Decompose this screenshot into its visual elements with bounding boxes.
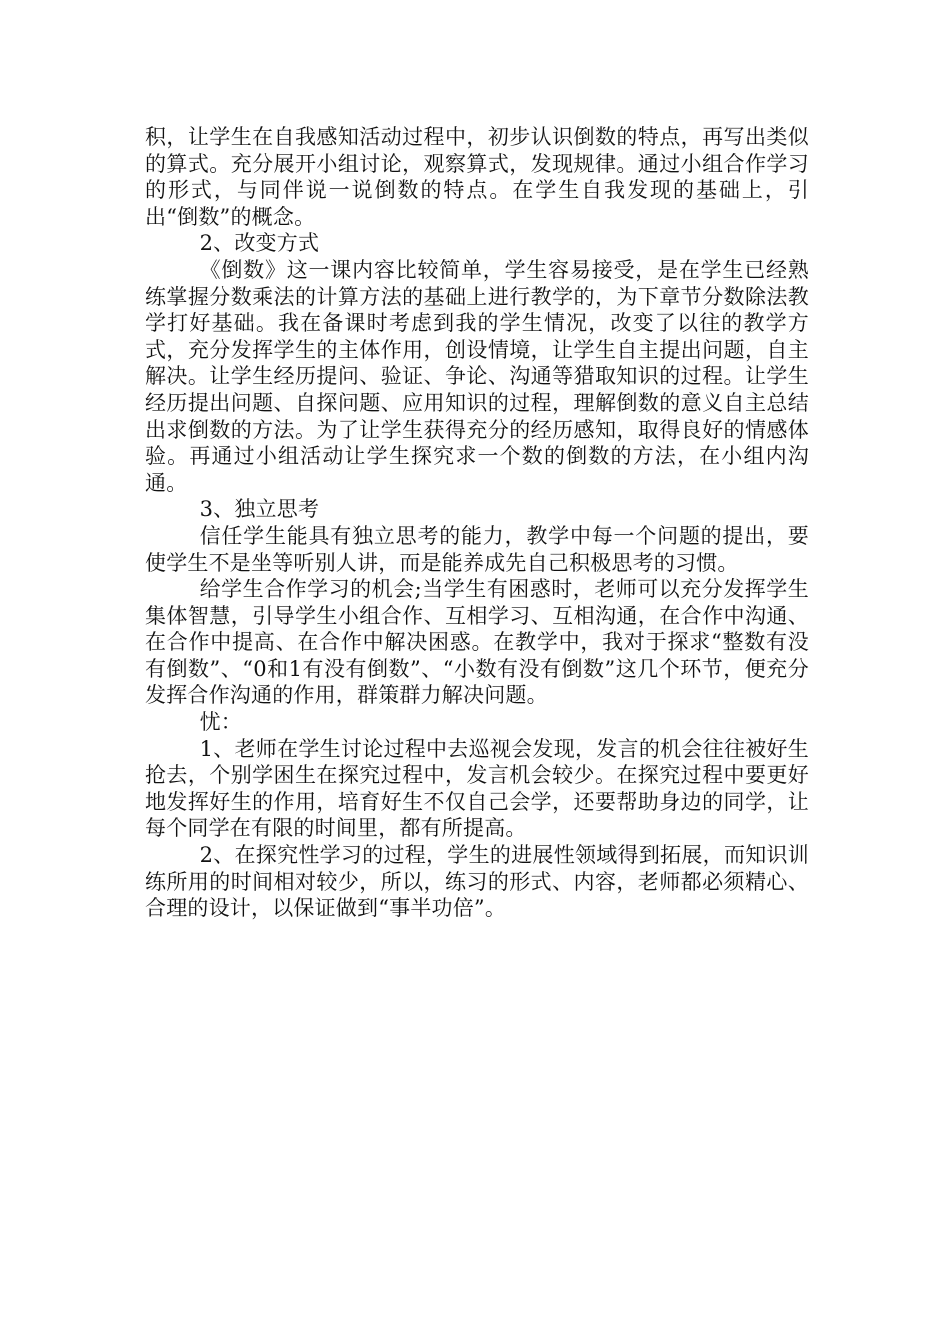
paragraph-worry-1: 1、老师在学生讨论过程中去巡视会发现，发言的机会往往被好生抢去，个别学困生在探究过程中，发言机会较少。在探究过程中要更好地发挥好生的作用，培育好生不仅自己会学，还要帮助身边的同学，让每个同学在有限的时间里，都有所提高。 <box>145 736 809 841</box>
paragraph-change-method: 《倒数》这一课内容比较简单，学生容易接受，是在学生已经熟练掌握分数乘法的计算方法的基础上进行教学的，为下章节分数除法教学打好基础。我在备课时考虑到我的学生情况，改变了以往的教学方式，充分发挥学生的主体作用，创设情境，让学生自主提出问题，自主解决。让学生经历提问、验证、争论、沟通等猎取知识的过程。让学生经历提出问题、自探问题、应用知识的过程，理解倒数的意义自主总结出求倒数的方法。为了让学生获得充分的经历感知，取得良好的情感体验。再通过小组活动让学生探究求一个数的倒数的方法，在小组内沟通。 <box>145 257 809 495</box>
paragraph-worry-2: 2、在探究性学习的过程，学生的进展性领域得到拓展，而知识训练所用的时间相对较少，所以，练习的形式、内容，老师都必须精心、合理的设计，以保证做到“事半功倍”。 <box>145 843 809 921</box>
document-body <box>145 124 809 922</box>
paragraph-trust-students: 信任学生能具有独立思考的能力，教学中每一个问题的提出，要使学生不是坐等听别人讲，而是能养成先自己积极思考的习惯。 <box>145 523 809 575</box>
paragraph-cooperative-learning: 给学生合作学习的机会;当学生有困惑时，老师可以充分发挥学生集体智慧，引导学生小组合作、互相学习、互相沟通，在合作中沟通、在合作中提高、在合作中解决困惑。在教学中，我对于探求“整数有没有倒数”、“0和1有没有倒数”、“小数有没有倒数”这几个环节，便充分发挥合作沟通的作用，群策群力解决问题。 <box>145 577 809 708</box>
section-heading-independent-thinking: 3、独立思考 <box>199 497 320 522</box>
paragraph-continuation: 积，让学生在自我感知活动过程中，初步认识倒数的特点，再写出类似的算式。充分展开小组讨论，观察算式，发现规律。通过小组合作学习的形式，与同伴说一说倒数的特点。在学生自我发现的基础上，引出“倒数”的概念。 <box>145 125 809 229</box>
section-heading-change-method: 2、改变方式 <box>199 231 320 256</box>
section-heading-worry: 忧： <box>199 710 242 735</box>
